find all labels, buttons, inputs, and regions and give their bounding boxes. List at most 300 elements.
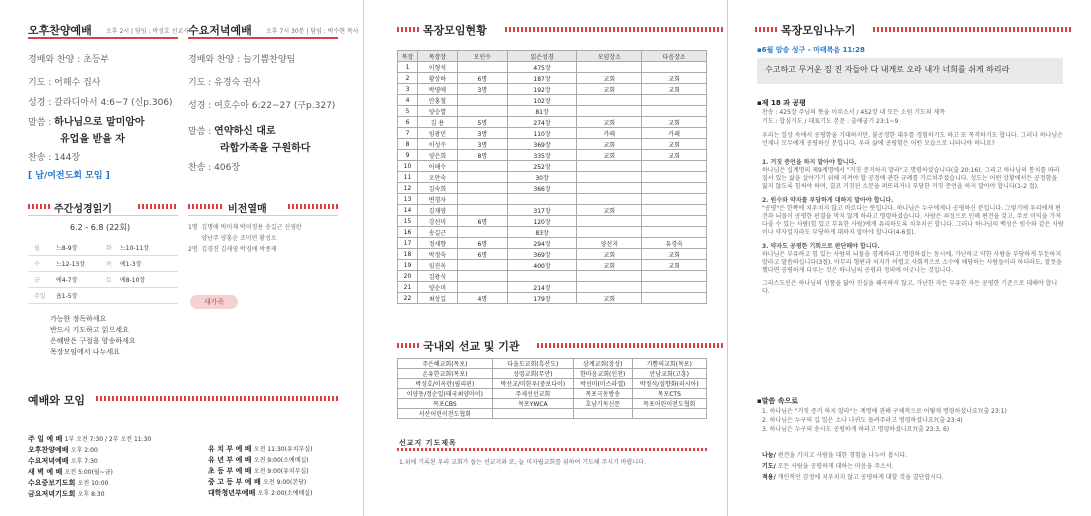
- table-cell: 187장: [507, 73, 577, 84]
- worship-time: 오후 7:30: [70, 458, 98, 465]
- table-cell: 주은혜교회(목포): [398, 359, 493, 369]
- table-cell: 9: [398, 150, 418, 161]
- table-cell: [457, 62, 507, 73]
- table-cell: [642, 293, 707, 304]
- table-cell: 3: [398, 84, 418, 95]
- title-strip: [96, 396, 338, 401]
- table-cell: [642, 183, 707, 194]
- table-cell: 호남기독신문: [573, 399, 632, 409]
- table-row: [398, 359, 707, 369]
- col-header: 모인수: [457, 51, 507, 62]
- mission-table: [397, 358, 707, 419]
- wednesday-sub: 오후 7시 30분 | 담임 : 박수현 목사: [266, 28, 359, 35]
- sermon-title: 연약하신 대로: [214, 126, 276, 137]
- point-body: 하나님은 부유하고 힘 있는 사람의 뇌물을 경계하라고 명령하셨는 동시에, 가난하고 약한 사람을 부당하게 두둔하지 말라고 말씀하십니다(3절). 아무리 형편과 처지가 어렵고 사회적으로 소수에 해당하는 사람들이라 하더라도, 잘못을 했다면 공평하게 다루는 것은 하나님의 공평과 정의에 어긋나는 것입니다.: [762, 251, 1062, 274]
- app-text: 편견을 가지고 사람을 대한 경험을 나누어 봅시다.: [777, 452, 907, 459]
- sermon-title: 라합가족을 구원하다: [220, 143, 311, 154]
- table-cell: [457, 172, 507, 183]
- table-row: [398, 282, 707, 293]
- day: 주일: [34, 293, 46, 300]
- hymn: 찬송 : 406장: [188, 163, 241, 173]
- page-divider: [727, 0, 728, 516]
- wednesday-title: 수요저녁예배: [188, 24, 252, 37]
- rule: [28, 215, 178, 216]
- table-cell: 30장: [507, 172, 577, 183]
- table-cell: 3명: [457, 139, 507, 150]
- table-cell: [632, 409, 706, 419]
- table-row: [398, 260, 707, 271]
- worship-title: 예배와 모임: [28, 394, 85, 407]
- question: 3. 하나님은 누구의 송사도 공평하게 하라고 명령하셨나요?(출 23:3, 6): [762, 426, 950, 433]
- table-cell: 교회: [577, 205, 642, 216]
- day: 목: [106, 261, 112, 268]
- question: 1. 하나님은 "거짓 증거 하지 말라"는 계명에 관해 구체적으로 어떻게 명령하셨나요?(출 23:1): [762, 408, 1007, 415]
- table-cell: 15: [398, 216, 418, 227]
- page-divider: [363, 0, 364, 516]
- table-cell: 6명: [457, 249, 507, 260]
- worship-name: 유 년 부 예 배: [208, 456, 252, 464]
- worship-left: [28, 434, 178, 500]
- reading: 느12-13장: [56, 261, 86, 268]
- table-cell: 정세향: [417, 238, 457, 249]
- table-cell: 110장: [507, 128, 577, 139]
- table-cell: [457, 194, 507, 205]
- title-strip: [28, 204, 50, 209]
- worship-time: 오후 2:00(소예배실): [257, 490, 313, 497]
- worship-time: 1부 오전 7:30 / 2부 오전 11:30: [64, 436, 152, 443]
- table-cell: 11: [398, 172, 418, 183]
- worship-time: 오전 9:00(소예배실): [253, 457, 309, 464]
- point-heading: 2. 원수와 약자를 부당하게 대하지 말아야 합니다.: [762, 197, 894, 204]
- cell-title: 목장모임현황: [423, 24, 487, 37]
- table-cell: 4명: [457, 293, 507, 304]
- table-cell: 16: [398, 227, 418, 238]
- worship-name: 주 일 예 배: [28, 435, 63, 443]
- sermon-label: 말씀 :: [188, 127, 215, 137]
- point-body: "공평"은 한쪽에 치우치지 않고 바르다는 뜻입니다. 하나님은 누구에게나 공평하신 분입니다. 그렇기에 우리에게 편견과 뇌물이 공평한 판결을 막지 않게 하라고 명령하셨습니다. 사람은 죄성으로 인해 편견을 갖고, 주로 이익을 가져다줄 수 있는 사람(힘 있고 부유한 사람)에게 유리하도록 치우치곤 합니다. 그러나 하나님의 백성은 원수와 같은 사람이나 약자일지라도 부당하게 대하지 말아야 합니다(4-6절).: [762, 205, 1064, 236]
- table-cell: [577, 194, 642, 205]
- table-cell: 335장: [507, 150, 577, 161]
- table-cell: 22: [398, 293, 418, 304]
- table-cell: 19: [398, 260, 418, 271]
- app-label: 적용/: [762, 474, 776, 481]
- table-cell: 14: [398, 205, 418, 216]
- table-cell: 5명: [457, 117, 507, 128]
- title-strip: [505, 27, 725, 32]
- afternoon-line: 경배와 찬양 : 초등부: [28, 55, 110, 65]
- table-cell: 교회: [577, 73, 642, 84]
- table-cell: 양승열: [417, 106, 457, 117]
- point-heading: 3. 약자도 공평한 기회으로 판단해야 합니다.: [762, 243, 880, 250]
- table-row: [398, 409, 707, 419]
- table-cell: 교회: [642, 249, 707, 260]
- lesson-meta: [762, 108, 1062, 126]
- table-row: [398, 194, 707, 205]
- table-cell: 온유한교회(목포): [398, 369, 493, 379]
- table-cell: [457, 106, 507, 117]
- table-cell: 교회: [642, 139, 707, 150]
- table-cell: 기쁨의교회(목포): [632, 359, 706, 369]
- table-cell: 김광식: [417, 271, 457, 282]
- worship-name: 오후찬양예배: [28, 446, 69, 454]
- table-cell: 임진옥: [417, 260, 457, 271]
- table-cell: [457, 183, 507, 194]
- sharing-title: 목장모임나누기: [781, 24, 856, 37]
- table-cell: 송길근: [417, 227, 457, 238]
- table-row: [398, 117, 707, 128]
- table-cell: 목포어린이전도협회: [632, 399, 706, 409]
- table-cell: 안남교회(고흥): [632, 369, 706, 379]
- vision-row: 1명 김명애 박미재 박미정용 송길근 신영란: [188, 224, 302, 231]
- table-cell: 교회: [577, 150, 642, 161]
- table-cell: [492, 409, 573, 419]
- app-label: 나눔/: [762, 452, 776, 459]
- table-cell: 성령교회(무안): [492, 369, 573, 379]
- reading: 에8-10장: [120, 277, 146, 284]
- table-row: [398, 249, 707, 260]
- reading-range: 6.2 - 6.8 (22회): [70, 223, 131, 232]
- table-cell: 어해수: [417, 161, 457, 172]
- table-cell: 21: [398, 282, 418, 293]
- table-cell: [457, 271, 507, 282]
- table-cell: [577, 282, 642, 293]
- day: 화: [106, 245, 112, 252]
- table-row: [398, 293, 707, 304]
- table-cell: [577, 62, 642, 73]
- table-cell: 400장: [507, 260, 577, 271]
- col-header: 다음장소: [642, 51, 707, 62]
- table-row: [398, 205, 707, 216]
- table-row: [398, 379, 707, 389]
- table-cell: 369장: [507, 249, 577, 260]
- app-text: 모든 사람을 공평하게 대하는 마음을 주소서.: [777, 463, 894, 470]
- table-cell: [577, 227, 642, 238]
- sermon-label: 말씀 :: [28, 118, 55, 128]
- table-row: [398, 84, 707, 95]
- table-cell: 6: [398, 117, 418, 128]
- table-cell: 18: [398, 249, 418, 260]
- table-cell: 안홍철: [417, 95, 457, 106]
- note: [ 남/여전도회 모임 ]: [28, 171, 110, 181]
- sermon-title: 하나님으로 말미암아: [54, 117, 145, 128]
- table-cell: 오만숙: [417, 172, 457, 183]
- table-cell: 교회: [577, 293, 642, 304]
- table-cell: [642, 172, 707, 183]
- table-cell: 이성수: [417, 139, 457, 150]
- table-cell: [577, 216, 642, 227]
- app-label: 기도/: [762, 463, 776, 470]
- table-cell: 369장: [507, 139, 577, 150]
- table-cell: 17: [398, 238, 418, 249]
- table-cell: 교회: [642, 150, 707, 161]
- table-cell: [642, 282, 707, 293]
- table-cell: [457, 161, 507, 172]
- table-cell: 7: [398, 128, 418, 139]
- col-header: 읽은성경: [507, 51, 577, 62]
- table-cell: 3명: [457, 128, 507, 139]
- table-cell: 317장: [507, 205, 577, 216]
- sermon-title: 유업을 받을 자: [60, 134, 125, 145]
- table-cell: [457, 260, 507, 271]
- table-row: [398, 73, 707, 84]
- table-cell: 박정숙: [417, 249, 457, 260]
- worship-time: 오후 8:30: [77, 491, 105, 498]
- point-body: 하나님은 십계명의 제9계명에서 "거짓 증거하지 말라"고 명령하셨습니다(출 20:16). 그리고 하나님의 통치를 따라 질서 있는 삶을 살아가기 위해 지켜야 할 공정에 관한 규례를 가르쳐주셨습니다. 성도는 어떤 상황에서든 공정함을 잃지 않도록 힘써야 하며, 결코 거짓된 소문을 퍼뜨리거나 부당한 거짓 증언을 하지 말아야 합니다(1-2 절).: [762, 167, 1060, 190]
- afternoon-line: 성경 : 갈라디아서 4:6~7 (신p.306): [28, 98, 173, 108]
- table-row: [398, 161, 707, 172]
- table-cell: 다울도교회(흑산도): [492, 359, 573, 369]
- table-cell: 삼계교회(장성): [573, 359, 632, 369]
- worship-name: 새 벽 예 배: [28, 468, 63, 476]
- table-row: [398, 369, 707, 379]
- red-rule: [188, 37, 338, 39]
- question: 2. 하나님은 누구의 길 일은 소나 나귀도 돌려주라고 명령하셨나요?(출 23:4): [762, 417, 963, 424]
- worship-name: 초 등 부 예 배: [208, 467, 252, 475]
- memory-verse: 수고하고 무거운 짐 진 자들아 다 내게로 오라 내가 너희를 쉬게 하리라: [757, 58, 1063, 84]
- table-cell: 유경숙: [642, 238, 707, 249]
- table-cell: 8명: [457, 150, 507, 161]
- table-cell: 10: [398, 161, 418, 172]
- worship-name: 유 치 부 예 배: [208, 445, 252, 453]
- table-cell: 변경자: [417, 194, 457, 205]
- table-cell: 교회: [642, 260, 707, 271]
- table-cell: [642, 227, 707, 238]
- vision-list: [188, 222, 302, 255]
- table-cell: 교회: [642, 84, 707, 95]
- table-cell: [642, 271, 707, 282]
- afternoon-title: 오후찬양예배: [28, 24, 92, 37]
- prayer-title: 선교지 기도제목: [399, 439, 457, 447]
- table-cell: 양순미: [417, 282, 457, 293]
- table-cell: 8: [398, 139, 418, 150]
- reading: 느8-9장: [56, 245, 78, 252]
- worship-time: 오전 11:30(유치부실): [253, 446, 313, 453]
- day: 금: [34, 277, 40, 284]
- vision-row: 2명 김경진 김새영 박경애 박종재: [188, 246, 277, 253]
- vision-title: 비전열매: [228, 204, 267, 215]
- table-cell: 6명: [457, 73, 507, 84]
- day: 토: [106, 277, 112, 284]
- cell-table: [397, 50, 707, 304]
- wednesday-line: 성경 : 여호수아 6:22~27 (구p.327): [188, 101, 336, 111]
- worship-name: 금요저녁기도회: [28, 490, 76, 498]
- table-cell: 최상길: [417, 293, 457, 304]
- table-cell: [642, 106, 707, 117]
- afternoon-sub: 오후 2시 | 담임 : 박성호 선교사: [106, 28, 190, 35]
- table-cell: [507, 271, 577, 282]
- table-row: [398, 389, 707, 399]
- title-strip: [188, 204, 224, 209]
- vision-row: 양난주 양홍순 조미연 황성오: [188, 235, 277, 242]
- table-cell: 목포CTS: [632, 389, 706, 399]
- table-cell: [457, 205, 507, 216]
- table-cell: 한마음교회(인천): [573, 369, 632, 379]
- worship-name: 대학청년부예배: [208, 489, 256, 497]
- table-cell: [577, 271, 642, 282]
- verse-ref: ▪6월 암송 성구 - 마태복음 11:28: [757, 46, 865, 54]
- tip: 은혜받은 구절을 암송하세요: [50, 337, 136, 345]
- worship-time: 오후 2:00: [70, 447, 98, 454]
- table-cell: 2: [398, 73, 418, 84]
- questions: [762, 407, 1064, 434]
- table-cell: 교회: [577, 117, 642, 128]
- table-cell: [577, 95, 642, 106]
- title-strip: [397, 448, 707, 451]
- table-cell: 주세선선교회: [492, 389, 573, 399]
- title-strip: [138, 204, 178, 209]
- table-row: [398, 227, 707, 238]
- table-cell: 김재영: [417, 205, 457, 216]
- table-cell: 박정석/설향화(러시아): [632, 379, 706, 389]
- table-row: [398, 271, 707, 282]
- table-cell: 박선미(미스라엘): [573, 379, 632, 389]
- reading: 느10-11장: [120, 245, 150, 252]
- table-row: [398, 216, 707, 227]
- table-cell: 이양동/정순일(태국최양마이): [398, 389, 493, 399]
- table-cell: 김숙희: [417, 183, 457, 194]
- table-cell: [507, 194, 577, 205]
- table-cell: 교회: [642, 117, 707, 128]
- table-cell: 박영애: [417, 84, 457, 95]
- table-cell: [642, 216, 707, 227]
- worship-name: 수요저녁예배: [28, 457, 69, 465]
- table-row: [398, 95, 707, 106]
- applications: [762, 450, 1064, 483]
- table-cell: 교회: [577, 139, 642, 150]
- table-cell: 179장: [507, 293, 577, 304]
- tip: 반드시 기도하고 읽으세요: [50, 326, 129, 334]
- worship-time: 오전 9:00(유치부실): [253, 468, 309, 475]
- table-cell: 김 용: [417, 117, 457, 128]
- points: [762, 158, 1064, 296]
- table-cell: [457, 95, 507, 106]
- wednesday-line: 경배와 찬양 : 늘기쁨찬양팀: [188, 55, 296, 65]
- table-cell: [457, 282, 507, 293]
- new-family-badge: 새가족: [190, 295, 238, 309]
- table-cell: [577, 172, 642, 183]
- table-cell: 교회: [577, 249, 642, 260]
- table-cell: 214장: [507, 282, 577, 293]
- table-cell: [573, 409, 632, 419]
- table-cell: [642, 205, 707, 216]
- table-cell: 102장: [507, 95, 577, 106]
- table-cell: [577, 161, 642, 172]
- table-cell: 294장: [507, 238, 577, 249]
- table-cell: 목포YWCA: [492, 399, 573, 409]
- table-cell: 20: [398, 271, 418, 282]
- day: 월: [34, 245, 40, 252]
- title-strip: [873, 27, 1071, 32]
- table-cell: 6명: [457, 216, 507, 227]
- table-cell: 4: [398, 95, 418, 106]
- questions-title: ▪말씀 속으로: [757, 397, 798, 405]
- point-heading: 1. 거짓 증언을 하지 말아야 합니다.: [762, 159, 857, 166]
- table-cell: 교회: [577, 84, 642, 95]
- worship-name: 수요중보기도회: [28, 479, 76, 487]
- meta-line: 찬송 : 425장 주님의 뜻을 이루소서 / 452장 내 모든 소원 기도의 제목: [762, 109, 946, 116]
- table-cell: 박성호/이옥란(필리핀): [398, 379, 493, 389]
- table-cell: 366장: [507, 183, 577, 194]
- worship-time: 오전 5:00(월~금): [64, 469, 113, 476]
- table-cell: [642, 194, 707, 205]
- table-cell: 교회: [577, 260, 642, 271]
- tip: 가능한 정독하세요: [50, 315, 107, 323]
- table-cell: 13: [398, 194, 418, 205]
- reading-title: 주간성경읽기: [54, 204, 112, 215]
- table-cell: 252장: [507, 161, 577, 172]
- table-cell: [577, 106, 642, 117]
- table-cell: [457, 227, 507, 238]
- table-cell: 카페: [577, 128, 642, 139]
- table-cell: [642, 95, 707, 106]
- table-cell: 박선교/미한우(중보다이): [492, 379, 573, 389]
- worship-time: 오전 10:00: [77, 480, 109, 487]
- title-strip: [397, 343, 419, 348]
- table-row: [398, 150, 707, 161]
- table-cell: 3명: [457, 84, 507, 95]
- table-cell: [642, 161, 707, 172]
- reading: 에4-7장: [56, 277, 78, 284]
- reading: 욥1-5장: [56, 293, 78, 300]
- table-cell: 서산어린이전도협회: [398, 409, 493, 419]
- table-cell: 1: [398, 62, 418, 73]
- table-row: [398, 106, 707, 117]
- table-cell: 양은희: [417, 150, 457, 161]
- table-row: [398, 128, 707, 139]
- title-strip: [288, 204, 338, 209]
- col-header: 모임장소: [577, 51, 642, 62]
- table-cell: [577, 183, 642, 194]
- tip: 목장모임에서 나누세요: [50, 348, 120, 356]
- table-cell: 274장: [507, 117, 577, 128]
- point-body: 그리스도인은 하나님의 성품을 닮아 진실을 왜곡하지 않고, 가난한 자든 부유한 자든 공평한 기준으로 대해야 합니다.: [762, 280, 1058, 295]
- intro: 우리는 일상 속에서 공평함을 기대하지만, 불공정한 대우를 경험하기도 하고 또 목격하기도 합니다. 그러나 하나님은 언제나 모두에게 공평하신 분입니다. 우리 삶에 공평함은 어떤 모습으로 나타나야 하나요?: [762, 132, 1064, 147]
- wednesday-line: 기도 : 유경숙 권사: [188, 78, 261, 88]
- col-header: 목장: [398, 51, 418, 62]
- worship-right: [208, 444, 343, 499]
- table-row: [398, 238, 707, 249]
- title-strip: [755, 27, 777, 32]
- mission-title: 국내외 선교 및 기관: [423, 340, 520, 353]
- title-strip: [397, 27, 419, 32]
- table-row: [398, 139, 707, 150]
- table-cell: [642, 62, 707, 73]
- worship-time: 오전 9:00(본당): [263, 479, 307, 486]
- table-cell: 목포극동방송: [573, 389, 632, 399]
- table-cell: 6명: [457, 238, 507, 249]
- table-cell: 강선미: [417, 216, 457, 227]
- reading-tips: [50, 314, 136, 358]
- red-rule: [28, 37, 178, 39]
- table-row: [398, 172, 707, 183]
- hymn: 찬송 : 144장: [28, 153, 81, 163]
- col-header: 목장장: [417, 51, 457, 62]
- table-cell: 81장: [507, 106, 577, 117]
- table-cell: 임광민: [417, 128, 457, 139]
- table-row: [398, 183, 707, 194]
- table-row: [398, 399, 707, 409]
- table-row: [398, 62, 707, 73]
- table-cell: 5: [398, 106, 418, 117]
- reading: 에1-3장: [120, 261, 142, 268]
- table-cell: 192장: [507, 84, 577, 95]
- table-cell: 120장: [507, 216, 577, 227]
- table-cell: 12: [398, 183, 418, 194]
- table-cell: 교회: [642, 73, 707, 84]
- table-cell: 목포CBS: [398, 399, 493, 409]
- lesson-title: ▪제 18 과 공평: [757, 99, 806, 107]
- rule: [188, 215, 338, 216]
